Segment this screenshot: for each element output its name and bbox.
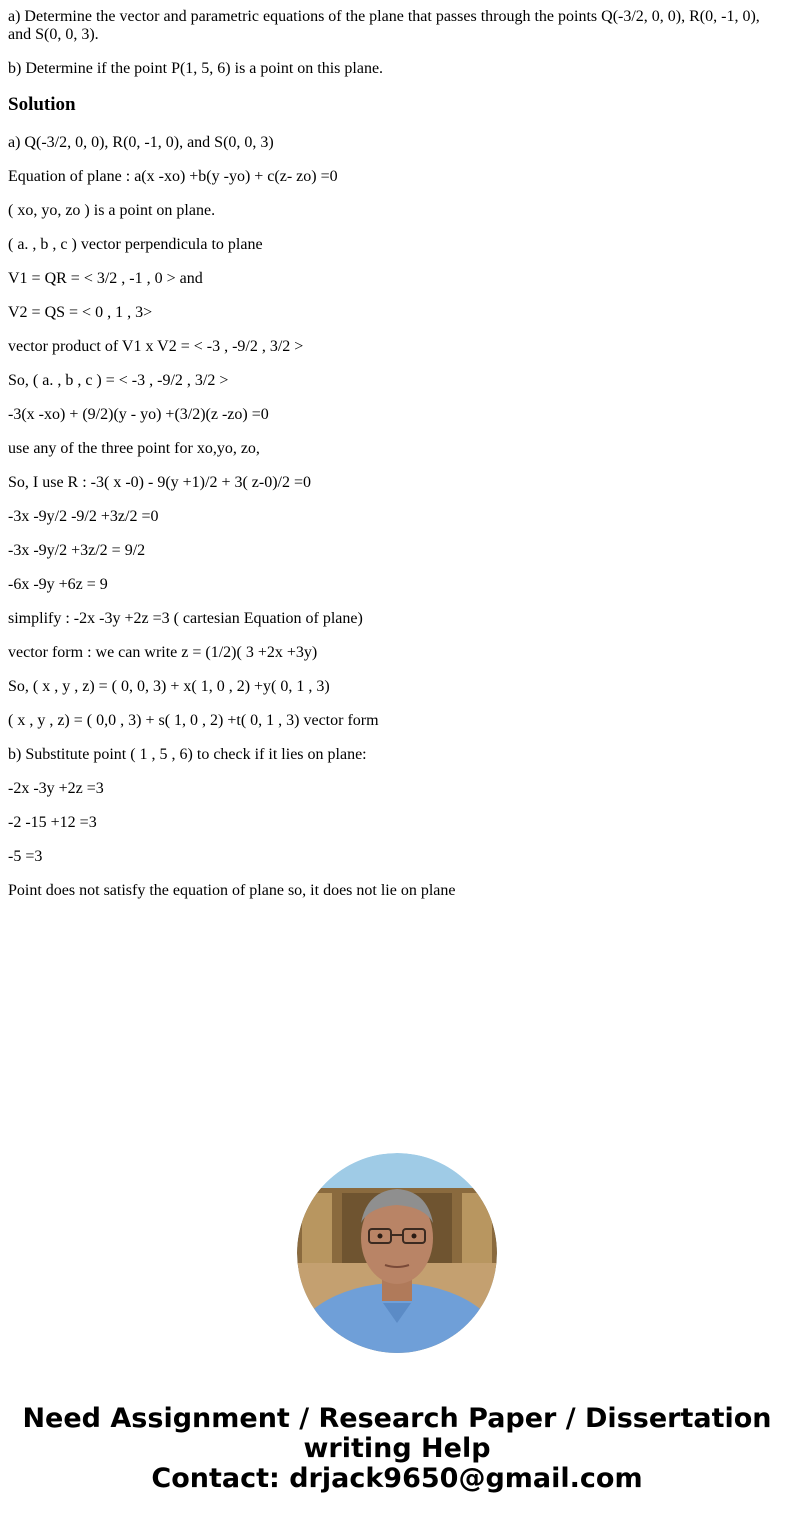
solution-line: simplify : -2x -3y +2z =3 ( cartesian Equation of plane): [8, 610, 363, 627]
solution-line: vector product of V1 x V2 = < -3 , -9/2 , 3/2 >: [8, 338, 304, 355]
footer-banner: [0, 1404, 794, 1494]
solution-line: use any of the three point for xo,yo, zo,: [8, 440, 260, 457]
solution-line: -3x -9y/2 +3z/2 = 9/2: [8, 542, 146, 559]
author-avatar: [297, 1153, 497, 1353]
footer-line-1: Need Assignment / Research Paper / Dissertation: [22, 1403, 772, 1434]
solution-line: -3x -9y/2 -9/2 +3z/2 =0: [8, 508, 159, 525]
solution-heading: Solution: [8, 94, 76, 115]
document-body: [8, 8, 778, 916]
solution-line: b) Substitute point ( 1 , 5 , 6) to check if it lies on plane:: [8, 746, 367, 763]
solution-line: -2x -3y +2z =3: [8, 780, 104, 797]
solution-line: ( a. , b , c ) vector perpendicula to plane: [8, 236, 263, 253]
solution-line: Point does not satisfy the equation of plane so, it does not lie on plane: [8, 882, 456, 899]
solution-line: So, ( a. , b , c ) = < -3 , -9/2 , 3/2 >: [8, 372, 229, 389]
author-portrait-image: [297, 1153, 497, 1353]
question-part-a: a) Determine the vector and parametric equations of the plane that passes through the points Q(-3/2, 0, 0), R(0, -1, 0), and S(0, 0, 3).: [8, 8, 760, 43]
solution-line: Equation of plane : a(x -xo) +b(y -yo) + c(z- zo) =0: [8, 168, 338, 185]
solution-line: So, ( x , y , z) = ( 0, 0, 3) + x( 1, 0 , 2) +y( 0, 1 , 3): [8, 678, 330, 695]
solution-line: -3(x -xo) + (9/2)(y - yo) +(3/2)(z -zo) =0: [8, 406, 269, 423]
solution-line: -6x -9y +6z = 9: [8, 576, 108, 593]
solution-line: ( xo, yo, zo ) is a point on plane.: [8, 202, 216, 219]
footer-line-2: writing Help: [303, 1433, 491, 1464]
question-part-b: b) Determine if the point P(1, 5, 6) is a point on this plane.: [8, 60, 384, 77]
solution-line: -2 -15 +12 =3: [8, 814, 97, 831]
solution-line: a) Q(-3/2, 0, 0), R(0, -1, 0), and S(0, 0, 3): [8, 134, 274, 151]
solution-line: So, I use R : -3( x -0) - 9(y +1)/2 + 3( z-0)/2 =0: [8, 474, 312, 491]
solution-line: ( x , y , z) = ( 0,0 , 3) + s( 1, 0 , 2) +t( 0, 1 , 3) vector form: [8, 712, 379, 729]
solution-line: V1 = QR = < 3/2 , -1 , 0 > and: [8, 270, 203, 287]
footer-contact: Contact: drjack9650@gmail.com: [151, 1463, 643, 1494]
solution-line: V2 = QS = < 0 , 1 , 3>: [8, 304, 153, 321]
solution-line: -5 =3: [8, 848, 43, 865]
solution-line: vector form : we can write z = (1/2)( 3 +2x +3y): [8, 644, 318, 661]
